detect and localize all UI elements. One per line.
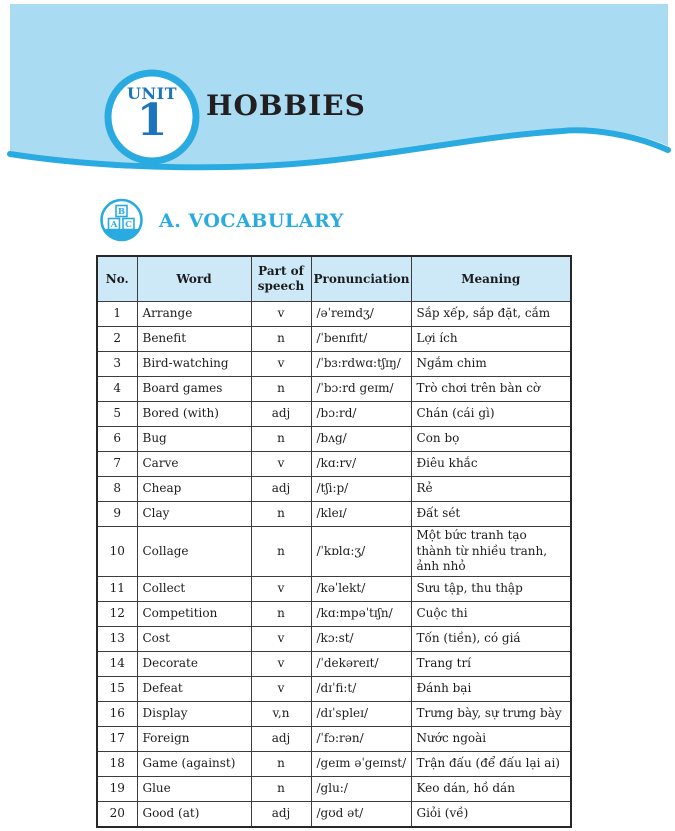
cell-no: 6 (97, 427, 137, 452)
column-header-3: Pronunciation (311, 256, 411, 302)
cell-pron: /kəˈlekt/ (311, 576, 411, 601)
cell-meaning: Một bức tranh tạo thành từ nhiều tranh, ảnh nhỏ (411, 527, 571, 577)
table-row (97, 452, 571, 477)
cell-meaning: Trưng bày, sự trưng bày (411, 701, 571, 726)
cell-pron: /kɑ:rv/ (311, 452, 411, 477)
cell-meaning: Trang trí (411, 651, 571, 676)
cell-word: Board games (137, 377, 251, 402)
table-row (97, 402, 571, 427)
table-row (97, 477, 571, 502)
cell-word: Competition (137, 601, 251, 626)
cell-pos: v (251, 626, 311, 651)
column-header-4: Meaning (411, 256, 571, 302)
cell-no: 4 (97, 377, 137, 402)
cell-pos: n (251, 776, 311, 801)
cell-word: Decorate (137, 651, 251, 676)
table-row (97, 502, 571, 527)
icon-letter-a: A (110, 220, 118, 230)
cell-pos: v (251, 302, 311, 327)
table-row (97, 427, 571, 452)
table-row (97, 751, 571, 776)
cell-meaning: Giỏi (về) (411, 801, 571, 827)
cell-pos: n (251, 377, 311, 402)
cell-pos: n (251, 527, 311, 577)
cell-meaning: Sưu tập, thu thập (411, 576, 571, 601)
cell-pos: n (251, 427, 311, 452)
table-row (97, 576, 571, 601)
cell-meaning: Keo dán, hồ dán (411, 776, 571, 801)
cell-word: Carve (137, 452, 251, 477)
cell-meaning: Trò chơi trên bàn cờ (411, 377, 571, 402)
cell-pron: /geɪm əˈgeɪnst/ (311, 751, 411, 776)
cell-meaning: Nước ngoài (411, 726, 571, 751)
cell-pron: /ˈbɜ:rdwɑ:tʃɪŋ/ (311, 352, 411, 377)
cell-no: 16 (97, 701, 137, 726)
cell-meaning: Sắp xếp, sắp đặt, cắm (411, 302, 571, 327)
cell-word: Bird-watching (137, 352, 251, 377)
cell-pron: /dɪˈspleɪ/ (311, 701, 411, 726)
cell-no: 9 (97, 502, 137, 527)
cell-pos: v (251, 576, 311, 601)
cell-meaning: Lợi ích (411, 327, 571, 352)
cell-pron: /kleɪ/ (311, 502, 411, 527)
cell-word: Cheap (137, 477, 251, 502)
table-header-row (97, 256, 571, 302)
cell-pron: /bɔ:rd/ (311, 402, 411, 427)
table-row (97, 626, 571, 651)
cell-no: 15 (97, 676, 137, 701)
cell-no: 3 (97, 352, 137, 377)
cell-meaning: Đánh bại (411, 676, 571, 701)
cell-pron: /ˈbɔ:rd geɪm/ (311, 377, 411, 402)
cell-meaning: Rẻ (411, 477, 571, 502)
cell-word: Cost (137, 626, 251, 651)
cell-pron: /ˈdekəreɪt/ (311, 651, 411, 676)
unit-label: UNIT (127, 84, 177, 103)
cell-pos: adj (251, 726, 311, 751)
cell-no: 8 (97, 477, 137, 502)
column-header-2: Part of speech (251, 256, 311, 302)
cell-word: Collage (137, 527, 251, 577)
cell-no: 17 (97, 726, 137, 751)
cell-no: 13 (97, 626, 137, 651)
table-row (97, 776, 571, 801)
cell-pos: n (251, 327, 311, 352)
column-header-0: No. (97, 256, 137, 302)
cell-no: 20 (97, 801, 137, 827)
icon-letter-b: B (117, 207, 126, 217)
icon-letter-c: C (125, 220, 132, 230)
vocab-table-body (97, 302, 571, 827)
table-row (97, 527, 571, 577)
cell-word: Foreign (137, 726, 251, 751)
cell-word: Arrange (137, 302, 251, 327)
cell-word: Defeat (137, 676, 251, 701)
cell-pron: /əˈreɪndʒ/ (311, 302, 411, 327)
cell-pron: /ˈkɒlɑ:ʒ/ (311, 527, 411, 577)
cell-pron: /kɔ:st/ (311, 626, 411, 651)
cell-pos: v,n (251, 701, 311, 726)
unit-number: 1 (136, 95, 168, 146)
section-heading: A. VOCABULARY (159, 210, 344, 232)
cell-word: Good (at) (137, 801, 251, 827)
vocabulary-section-header (97, 197, 344, 245)
cell-word: Clay (137, 502, 251, 527)
table-row (97, 327, 571, 352)
cell-no: 19 (97, 776, 137, 801)
cell-meaning: Cuộc thi (411, 601, 571, 626)
cell-no: 18 (97, 751, 137, 776)
cell-meaning: Ngắm chim (411, 352, 571, 377)
cell-meaning: Con bọ (411, 427, 571, 452)
cell-pron: /glu:/ (311, 776, 411, 801)
cell-no: 14 (97, 651, 137, 676)
cell-no: 7 (97, 452, 137, 477)
cell-pos: v (251, 352, 311, 377)
cell-pron: /tʃi:p/ (311, 477, 411, 502)
cell-pos: adj (251, 801, 311, 827)
cell-word: Display (137, 701, 251, 726)
column-header-1: Word (137, 256, 251, 302)
cell-pron: /ˈbenɪfɪt/ (311, 327, 411, 352)
cell-word: Benefit (137, 327, 251, 352)
cell-pos: n (251, 502, 311, 527)
cell-pos: adj (251, 402, 311, 427)
cell-pos: v (251, 452, 311, 477)
cell-pron: /dɪˈfi:t/ (311, 676, 411, 701)
table-row (97, 601, 571, 626)
cell-pron: /ˈfɔ:rən/ (311, 726, 411, 751)
cell-pos: adj (251, 477, 311, 502)
cell-no: 1 (97, 302, 137, 327)
cell-meaning: Trận đấu (để đấu lại ai) (411, 751, 571, 776)
table-row (97, 701, 571, 726)
vocab-table-container (96, 255, 572, 828)
cell-word: Glue (137, 776, 251, 801)
vocab-table (96, 255, 572, 828)
cell-meaning: Tốn (tiền), có giá (411, 626, 571, 651)
cell-meaning: Chán (cái gì) (411, 402, 571, 427)
cell-pron: /kɑ:mpəˈtɪʃn/ (311, 601, 411, 626)
cell-pos: v (251, 651, 311, 676)
table-row (97, 302, 571, 327)
cell-pos: v (251, 676, 311, 701)
cell-no: 12 (97, 601, 137, 626)
table-row (97, 377, 571, 402)
cell-pron: /gʊd ət/ (311, 801, 411, 827)
cell-pos: n (251, 601, 311, 626)
cell-pos: n (251, 751, 311, 776)
cell-no: 2 (97, 327, 137, 352)
table-row (97, 651, 571, 676)
cell-word: Game (against) (137, 751, 251, 776)
page-title: HOBBIES (206, 89, 366, 122)
cell-meaning: Đất sét (411, 502, 571, 527)
cell-no: 11 (97, 576, 137, 601)
table-row (97, 801, 571, 827)
table-row (97, 726, 571, 751)
abc-blocks-icon (97, 197, 146, 245)
cell-pron: /bʌg/ (311, 427, 411, 452)
cell-meaning: Điêu khắc (411, 452, 571, 477)
table-row (97, 352, 571, 377)
cell-no: 10 (97, 527, 137, 577)
cell-no: 5 (97, 402, 137, 427)
table-row (97, 676, 571, 701)
cell-word: Bored (with) (137, 402, 251, 427)
cell-word: Collect (137, 576, 251, 601)
cell-word: Bug (137, 427, 251, 452)
